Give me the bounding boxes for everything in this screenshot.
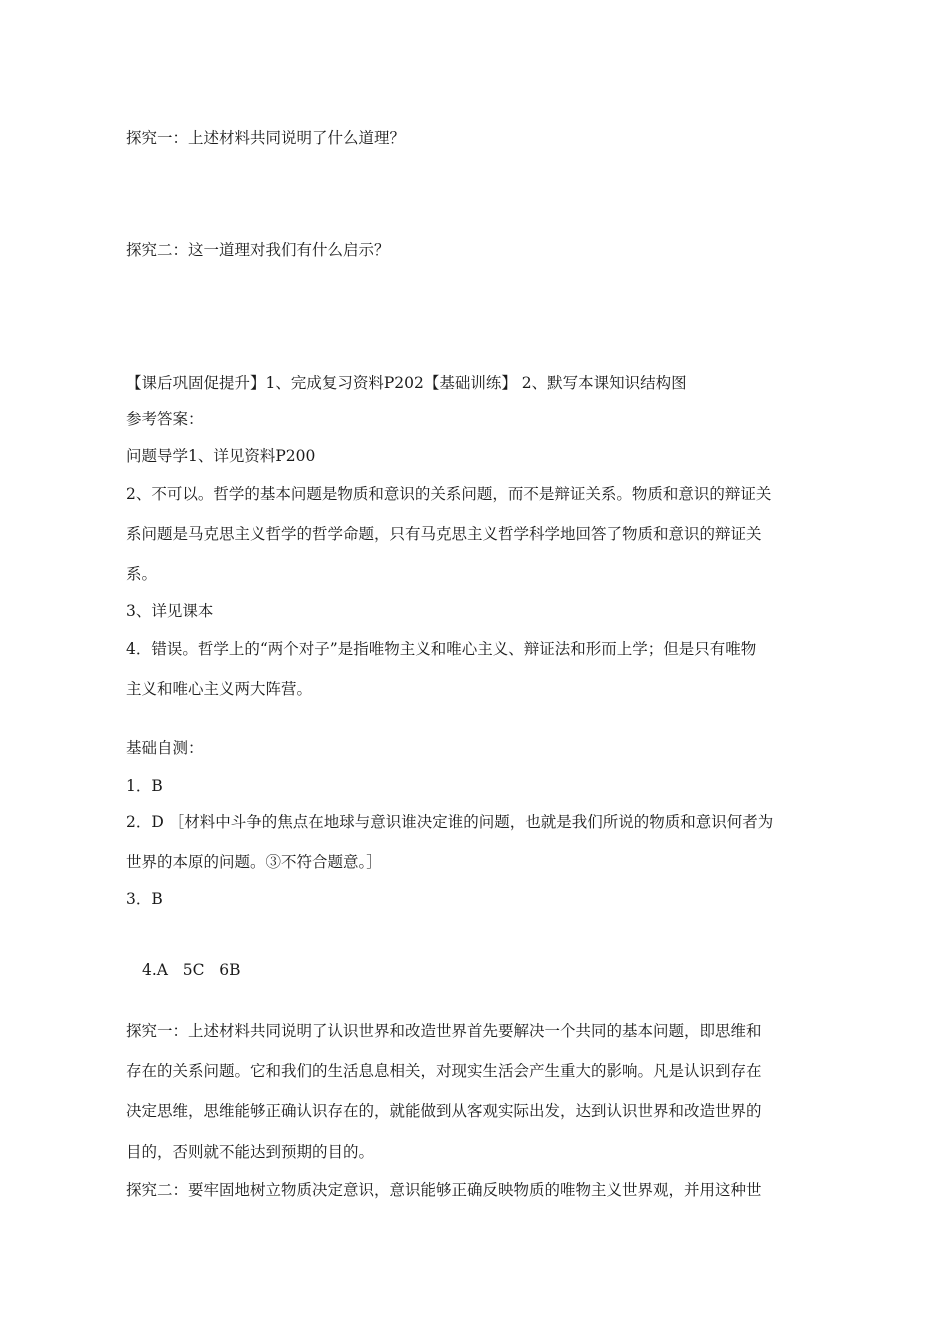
selftest-answer-2-line-2: 世界的本原的问题。③不符合题意。］: [126, 853, 382, 871]
guide-answer-2-line-3: 系。: [126, 565, 158, 583]
selftest-heading: 基础自测：: [126, 739, 204, 757]
guide-answer-3: 3、详见课本: [126, 602, 214, 620]
guide-answer-2-line-2: 系问题是马克思主义哲学的哲学命题，只有马克思主义哲学科学地回答了物质和意识的辩证关: [126, 525, 762, 543]
guide-answer-1: 问题导学1、详见资料P200: [126, 447, 316, 465]
selftest-answer-2-line-1: 2．D ［材料中斗争的焦点在地球与意识谁决定谁的问题，也就是我们所说的物质和意识何者为: [126, 813, 774, 831]
guide-answer-2-line-1: 2、不可以。哲学的基本问题是物质和意识的关系问题，而不是辩证关系。物质和意识的辩证关: [126, 485, 772, 503]
explore-answer-1-line-3: 决定思维，思维能够正确认识存在的，就能做到从客观实际出发，达到认识世界和改造世界的: [126, 1102, 762, 1120]
selftest-answer-3: 3．B: [126, 890, 163, 908]
explore-question-2: 探究二：这一道理对我们有什么启示？: [126, 241, 390, 259]
selftest-answers-4-6: 4.A 5C 6B: [142, 961, 241, 979]
explore-answer-1-line-1: 探究一：上述材料共同说明了认识世界和改造世界首先要解决一个共同的基本问题，即思维和: [126, 1022, 762, 1040]
guide-answer-4-line-2: 主义和唯心主义两大阵营。: [126, 680, 313, 698]
guide-answer-4-line-1: 4．错误。哲学上的“两个对子”是指唯物主义和唯心主义、辩证法和形而上学；但是只有唯物: [126, 640, 757, 658]
explore-answer-1-line-2: 存在的关系问题。它和我们的生活息息相关，对现实生活会产生重大的影响。凡是认识到存在: [126, 1062, 762, 1080]
homework-line: 【课后巩固促提升】1、完成复习资料P202【基础训练】 2、默写本课知识结构图: [126, 374, 687, 392]
explore-answer-2-line-1: 探究二：要牢固地树立物质决定意识，意识能够正确反映物质的唯物主义世界观，并用这种世: [126, 1181, 762, 1199]
selftest-answer-1: 1．B: [126, 777, 163, 795]
explore-answer-1-line-4: 目的，否则就不能达到预期的目的。: [126, 1143, 375, 1161]
answers-heading: 参考答案：: [126, 410, 204, 428]
explore-question-1: 探究一：上述材料共同说明了什么道理？: [126, 129, 406, 147]
